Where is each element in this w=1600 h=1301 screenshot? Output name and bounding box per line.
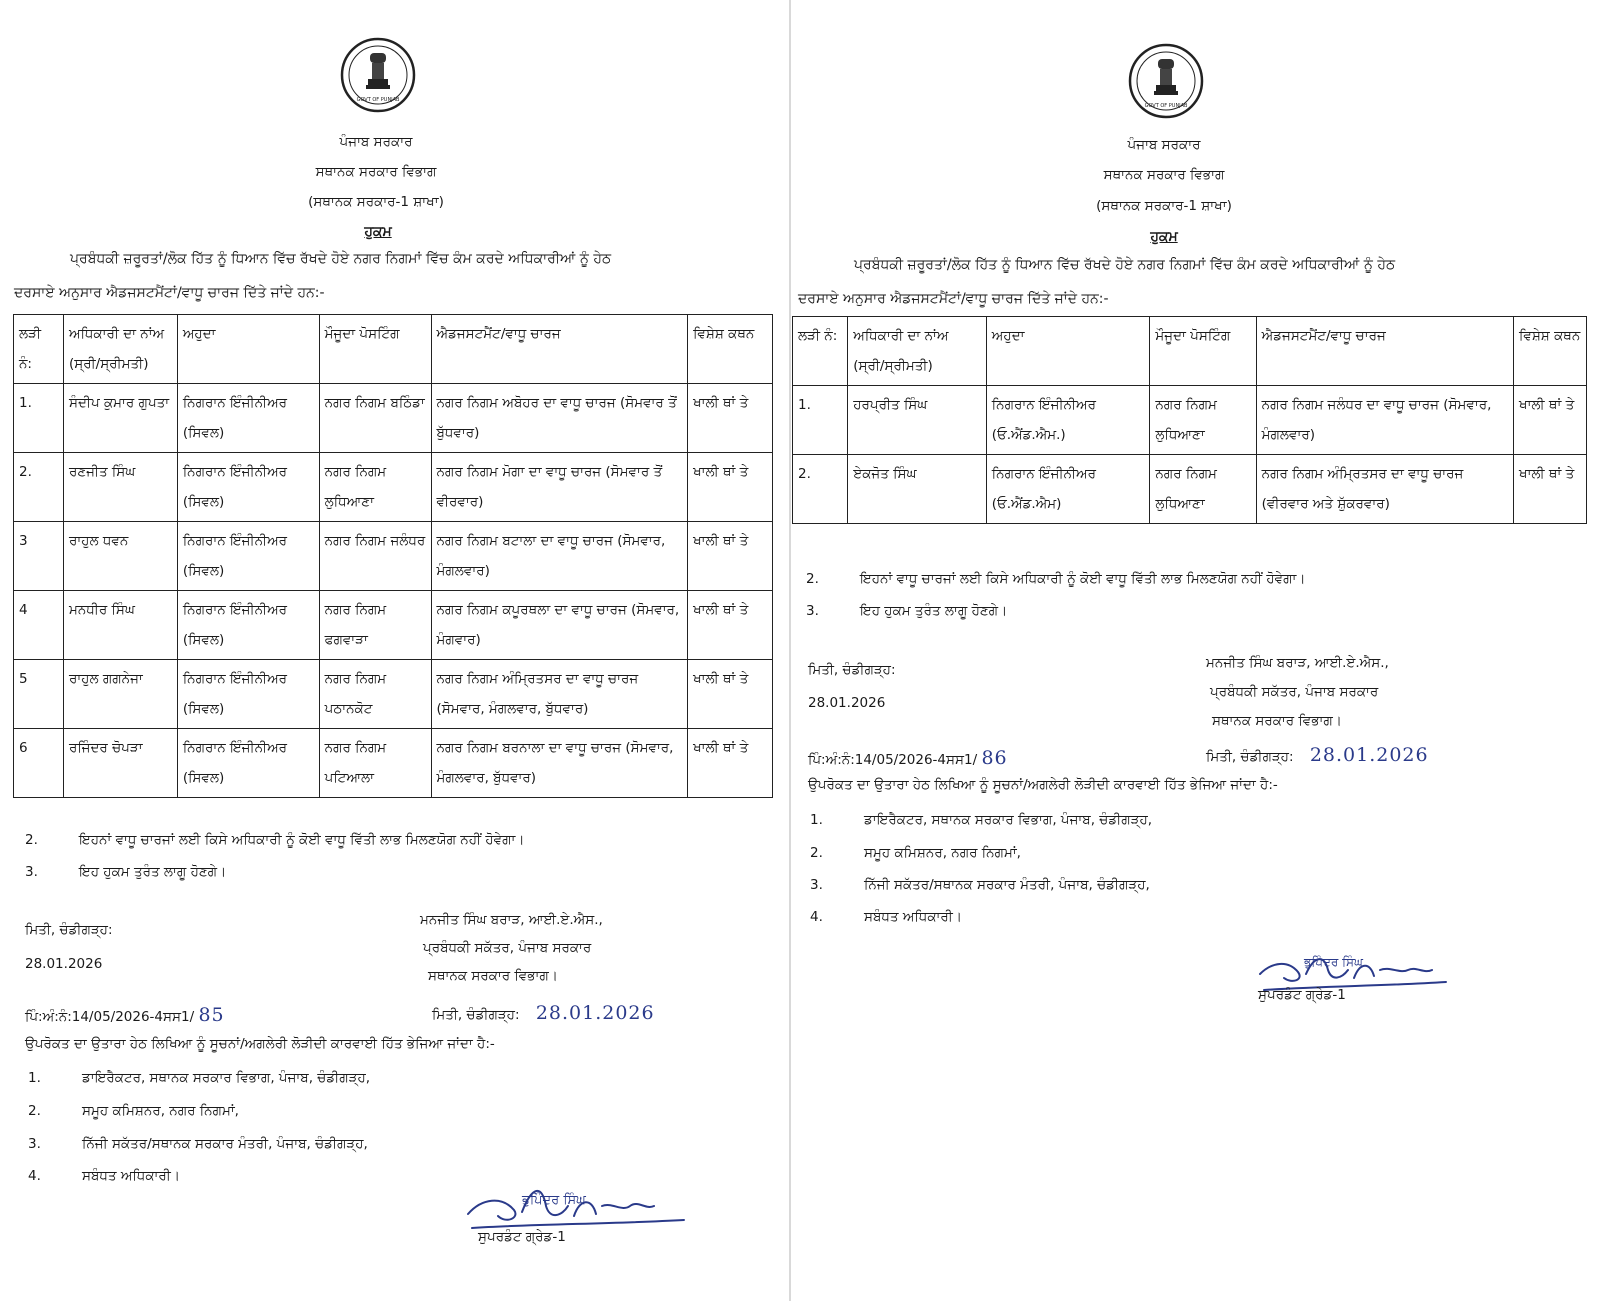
header-current-posting: ਮੌਜੂਦਾ ਪੋਸਟਿੰਗ <box>1150 317 1256 386</box>
item-text: ਸਬੰਧਤ ਅਧਿਕਾਰੀ। <box>82 1168 180 1184</box>
note-number: 3. <box>25 864 38 880</box>
table-row <box>14 729 773 798</box>
cell-current-posting: ਨਗਰ ਨਿਗਮ ਪਠਾਨਕੋਟ <box>319 660 431 729</box>
signer-designation: ਸੁਪਰਡੰਟ ਗ੍ਰੇਡ-1 <box>1258 987 1346 1003</box>
ref-number-handwritten: 86 <box>981 747 1008 769</box>
cell-serial: 5 <box>14 660 64 729</box>
department-name: ਸਥਾਨਕ ਸਰਕਾਰ ਵਿਭਾਗ <box>315 164 437 180</box>
note-no-benefit <box>806 571 1305 587</box>
cell-additional-charge: ਨਗਰ ਨਿਗਮ ਬਰਨਾਲਾ ਦਾ ਵਾਧੂ ਚਾਰਜ (ਸੋਮਵਾਰ, ਮੰਗਲਵਾਰ, ਬੁੱਧਵਾਰ) <box>431 729 688 798</box>
table-row <box>14 660 773 729</box>
cell-designation: ਨਿਗਰਾਨ ਇੰਜੀਨੀਅਰ (ਸਿਵਲ) <box>177 522 319 591</box>
cell-designation: ਨਿਗਰਾਨ ਇੰਜੀਨੀਅਰ (ਓ.ਐਂਡ.ਐਮ.) <box>986 386 1150 455</box>
cell-designation: ਨਿਗਰਾਨ ਇੰਜੀਨੀਅਰ (ਓ.ਐਂਡ.ਐਮ) <box>986 455 1150 524</box>
date-place: ਮਿਤੀ, ਚੰਡੀਗੜ੍ਹ: <box>808 662 896 678</box>
cell-serial: 1. <box>14 384 64 453</box>
cell-current-posting: ਨਗਰ ਨਿਗਮ ਪਟਿਆਲਾ <box>319 729 431 798</box>
cell-designation: ਨਿਗਰਾਨ ਇੰਜੀਨੀਅਰ (ਸਿਵਲ) <box>177 591 319 660</box>
header-remarks: ਵਿਸ਼ੇਸ਼ ਕਥਨ <box>1514 317 1587 386</box>
copy-recipient-item <box>28 1103 239 1119</box>
table-row <box>793 455 1587 524</box>
handwritten-date: 28.01.2026 <box>535 1002 655 1024</box>
item-number: 4. <box>28 1168 41 1184</box>
cell-serial: 2. <box>14 453 64 522</box>
cell-remarks: ਖਾਲੀ ਥਾਂ ਤੇ <box>688 729 773 798</box>
department-name: ਸਥਾਨਕ ਸਰਕਾਰ ਵਿਭਾਗ <box>1103 167 1225 183</box>
govt-name: ਪੰਜਾਬ ਸਰਕਾਰ <box>339 134 413 150</box>
header-serial: ਲੜੀ ਨੰ: <box>14 315 64 384</box>
item-text: ਸਮੂਹ ਕਮਿਸ਼ਨਰ, ਨਗਰ ਨਿਗਮਾਂ, <box>864 845 1021 861</box>
date-place-label: ਮਿਤੀ, ਚੰਡੀਗੜ੍ਹ: <box>432 1007 520 1023</box>
note-text: ਇਹ ਹੁਕਮ ਤੁਰੰਤ ਲਾਗੂ ਹੋਣਗੇ। <box>79 864 227 880</box>
cell-additional-charge: ਨਗਰ ਨਿਗਮ ਅੰਮ੍ਰਿਤਸਰ ਦਾ ਵਾਧੂ ਚਾਰਜ (ਸੋਮਵਾਰ, ਮੰਗਲਵਾਰ, ਬੁੱਧਵਾਰ) <box>431 660 688 729</box>
endorsement-intro: ਉਪਰੋਕਤ ਦਾ ਉਤਾਰਾ ਹੇਠ ਲਿਖਿਆ ਨੂੰ ਸੂਚਨਾਂ/ਅਗਲੇਰੀ ਲੋੜੀਦੀ ਕਾਰਵਾਈ ਹਿੱਤ ਭੇਜਿਆ ਜਾਂਦਾ ਹੈ:- <box>808 777 1278 793</box>
endorsement-ref <box>25 1004 225 1026</box>
emblem-text: GOVT OF PUNJAB <box>1144 103 1188 109</box>
intro-paragraph <box>14 242 779 310</box>
cell-current-posting: ਨਗਰ ਨਿਗਮ ਲੁਧਿਆਣਾ <box>1150 455 1256 524</box>
cell-current-posting: ਨਗਰ ਨਿਗਮ ਫਗਵਾੜਾ <box>319 591 431 660</box>
intro-line-2: ਦਰਸਾਏ ਅਨੁਸਾਰ ਐਡਜਸਟਮੈਂਟਾਂ/ਵਾਧੂ ਚਾਰਜ ਦਿੱਤੇ ਜਾਂਦੇ ਹਨ:- <box>798 291 1109 307</box>
cell-additional-charge: ਨਗਰ ਨਿਗਮ ਅੰਮ੍ਰਿਤਸਰ ਦਾ ਵਾਧੂ ਚਾਰਜ (ਵੀਰਵਾਰ ਅਤੇ ਸ਼ੁੱਕਰਵਾਰ) <box>1256 455 1513 524</box>
cell-designation: ਨਿਗਰਾਨ ਇੰਜੀਨੀਅਰ (ਸਿਵਲ) <box>177 729 319 798</box>
table-row <box>793 386 1587 455</box>
note-text: ਇਹਨਾਂ ਵਾਧੂ ਚਾਰਜਾਂ ਲਈ ਕਿਸੇ ਅਧਿਕਾਰੀ ਨੂੰ ਕੋਈ ਵਾਧੂ ਵਿੱਤੀ ਲਾਭ ਮਿਲਣਯੋਗ ਨਹੀਂ ਹੋਵੇਗਾ। <box>79 832 525 848</box>
date-place: ਮਿਤੀ, ਚੰਡੀਗੜ੍ਹ: <box>25 922 113 938</box>
handwritten-date: 28.01.2026 <box>1309 744 1429 766</box>
item-number: 3. <box>28 1136 41 1152</box>
signer-designation: ਸੁਪਰਡੰਟ ਗ੍ਰੇਡ-1 <box>478 1229 566 1245</box>
note-number: 3. <box>806 603 819 619</box>
ref-prefix: ਪਿੰ:ਅੰ:ਨੰ:14/05/2026-4ਸਸ1/ <box>25 1009 195 1025</box>
cell-remarks: ਖਾਲੀ ਥਾਂ ਤੇ <box>688 660 773 729</box>
header-officer-name: ਅਧਿਕਾਰੀ ਦਾ ਨਾਂਅ (ਸ੍ਰੀ/ਸ੍ਰੀਮਤੀ) <box>848 317 987 386</box>
endorsement-date <box>1206 744 1429 766</box>
signature-text: ਭੁਪਿੰਦਰ ਸਿੰਘ <box>522 1193 586 1208</box>
cell-officer-name: ਰਾਹੁਲ ਧਵਨ <box>63 522 177 591</box>
cell-designation: ਨਿਗਰਾਨ ਇੰਜੀਨੀਅਰ (ਸਿਵਲ) <box>177 384 319 453</box>
item-text: ਡਾਇਰੈਕਟਰ, ਸਥਾਨਕ ਸਰਕਾਰ ਵਿਭਾਗ, ਪੰਜਾਬ, ਚੰਡੀਗੜ੍ਹ, <box>864 812 1153 828</box>
adjustment-table <box>13 314 773 798</box>
item-number: 1. <box>28 1070 41 1086</box>
order-title: ਹੁਕਮ <box>1150 229 1178 245</box>
intro-line-2: ਦਰਸਾਏ ਅਨੁਸਾਰ ਐਡਜਸਟਮੈਂਟਾਂ/ਵਾਧੂ ਚਾਰਜ ਦਿੱਤੇ ਜਾਂਦੇ ਹਨ:- <box>14 285 325 301</box>
order-date: 28.01.2026 <box>25 956 103 972</box>
cell-designation: ਨਿਗਰਾਨ ਇੰਜੀਨੀਅਰ (ਸਿਵਲ) <box>177 453 319 522</box>
signatory-name: ਮਨਜੀਤ ਸਿੰਘ ਬਰਾੜ, ਆਈ.ਏ.ਐਸ., <box>420 912 603 928</box>
signatory-designation: ਪ੍ਰਬੰਧਕੀ ਸਕੱਤਰ, ਪੰਜਾਬ ਸਰਕਾਰ <box>1210 684 1379 700</box>
intro-line-1: ਪ੍ਰਬੰਧਕੀ ਜ਼ਰੂਰਤਾਂ/ਲੋਕ ਹਿੱਤ ਨੂੰ ਧਿਆਨ ਵਿੱਚ ਰੱਖਦੇ ਹੋਏ ਨਗਰ ਨਿਗਮਾਂ ਵਿੱਚ ਕੰਮ ਕਰਦੇ ਅਧਿਕਾਰੀਆਂ ਨੂੰ ਹੇਠ <box>854 257 1396 273</box>
order-page-86 <box>792 0 1600 1301</box>
cell-additional-charge: ਨਗਰ ਨਿਗਮ ਮੋਗਾ ਦਾ ਵਾਧੂ ਚਾਰਜ (ਸੋਮਵਾਰ ਤੋਂ ਵੀਰਵਾਰ) <box>431 453 688 522</box>
govt-name: ਪੰਜਾਬ ਸਰਕਾਰ <box>1127 137 1201 153</box>
intro-paragraph <box>798 248 1588 316</box>
header-designation: ਅਹੁਦਾ <box>177 315 319 384</box>
cell-remarks: ਖਾਲੀ ਥਾਂ ਤੇ <box>688 522 773 591</box>
cell-serial: 4 <box>14 591 64 660</box>
order-title: ਹੁਕਮ <box>364 224 392 240</box>
cell-officer-name: ਮਨਧੀਰ ਸਿੰਘ <box>63 591 177 660</box>
note-number: 2. <box>806 571 819 587</box>
header-serial: ਲੜੀ ਨੰ: <box>793 317 848 386</box>
cell-serial: 2. <box>793 455 848 524</box>
copy-recipient-item <box>28 1168 180 1184</box>
copy-recipient-item <box>810 845 1021 861</box>
cell-current-posting: ਨਗਰ ਨਿਗਮ ਲੁਧਿਆਣਾ <box>1150 386 1256 455</box>
adjustment-table <box>792 316 1587 524</box>
table-row <box>14 453 773 522</box>
cell-serial: 6 <box>14 729 64 798</box>
cell-serial: 3 <box>14 522 64 591</box>
cell-officer-name: ਰਜਿੰਦਰ ਚੋਪੜਾ <box>63 729 177 798</box>
cell-officer-name: ਰਾਹੁਲ ਗਗਨੇਜਾ <box>63 660 177 729</box>
cell-additional-charge: ਨਗਰ ਨਿਗਮ ਕਪੂਰਥਲਾ ਦਾ ਵਾਧੂ ਚਾਰਜ (ਸੋਮਵਾਰ, ਮੰਗਵਾਰ) <box>431 591 688 660</box>
item-text: ਸਬੰਧਤ ਅਧਿਕਾਰੀ। <box>864 909 962 925</box>
date-place-label: ਮਿਤੀ, ਚੰਡੀਗੜ੍ਹ: <box>1206 749 1294 765</box>
note-no-benefit <box>25 832 524 848</box>
copy-recipient-item <box>28 1136 368 1152</box>
table-header-row <box>793 317 1587 386</box>
cell-additional-charge: ਨਗਰ ਨਿਗਮ ਅਬੋਹਰ ਦਾ ਵਾਧੂ ਚਾਰਜ (ਸੋਮਵਾਰ ਤੋਂ ਬੁੱਧਵਾਰ) <box>431 384 688 453</box>
table-row <box>14 522 773 591</box>
branch-name: (ਸਥਾਨਕ ਸਰਕਾਰ-1 ਸ਼ਾਖਾ) <box>308 194 444 210</box>
cell-serial: 1. <box>793 386 848 455</box>
note-immediate-effect <box>25 864 226 880</box>
cell-officer-name: ਸੰਦੀਪ ਕੁਮਾਰ ਗੁਪਤਾ <box>63 384 177 453</box>
header-additional-charge: ਐਡਜਸਟਮੈਂਟ/ਵਾਧੂ ਚਾਰਜ <box>431 315 688 384</box>
cell-current-posting: ਨਗਰ ਨਿਗਮ ਲੁਧਿਆਣਾ <box>319 453 431 522</box>
punjab-govt-emblem-icon <box>338 33 418 121</box>
copy-recipient-item <box>810 909 962 925</box>
cell-current-posting: ਨਗਰ ਨਿਗਮ ਬਠਿੰਡਾ <box>319 384 431 453</box>
cell-officer-name: ਹਰਪ੍ਰੀਤ ਸਿੰਘ <box>848 386 987 455</box>
cell-remarks: ਖਾਲੀ ਥਾਂ ਤੇ <box>688 384 773 453</box>
cell-remarks: ਖਾਲੀ ਥਾਂ ਤੇ <box>1514 455 1587 524</box>
cell-additional-charge: ਨਗਰ ਨਿਗਮ ਬਟਾਲਾ ਦਾ ਵਾਧੂ ਚਾਰਜ (ਸੋਮਵਾਰ, ਮੰਗਲਵਾਰ) <box>431 522 688 591</box>
page-divider <box>789 0 791 1301</box>
note-number: 2. <box>25 832 38 848</box>
copy-recipient-item <box>810 877 1150 893</box>
cell-officer-name: ਏਕਜੋਤ ਸਿੰਘ <box>848 455 987 524</box>
intro-line-1: ਪ੍ਰਬੰਧਕੀ ਜ਼ਰੂਰਤਾਂ/ਲੋਕ ਹਿੱਤ ਨੂੰ ਧਿਆਨ ਵਿੱਚ ਰੱਖਦੇ ਹੋਏ ਨਗਰ ਨਿਗਮਾਂ ਵਿੱਚ ਕੰਮ ਕਰਦੇ ਅਧਿਕਾਰੀਆਂ ਨੂੰ ਹੇਠ <box>70 251 612 267</box>
cell-current-posting: ਨਗਰ ਨਿਗਮ ਜਲੰਧਰ <box>319 522 431 591</box>
header-officer-name: ਅਧਿਕਾਰੀ ਦਾ ਨਾਂਅ (ਸ੍ਰੀ/ਸ੍ਰੀਮਤੀ) <box>63 315 177 384</box>
order-page-85 <box>0 0 790 1301</box>
note-immediate-effect <box>806 603 1007 619</box>
table-header-row <box>14 315 773 384</box>
note-text: ਇਹਨਾਂ ਵਾਧੂ ਚਾਰਜਾਂ ਲਈ ਕਿਸੇ ਅਧਿਕਾਰੀ ਨੂੰ ਕੋਈ ਵਾਧੂ ਵਿੱਤੀ ਲਾਭ ਮਿਲਣਯੋਗ ਨਹੀਂ ਹੋਵੇਗਾ। <box>860 571 1306 587</box>
ref-number-handwritten: 85 <box>198 1004 225 1026</box>
item-number: 3. <box>810 877 823 893</box>
cell-officer-name: ਰਣਜੀਤ ਸਿੰਘ <box>63 453 177 522</box>
item-text: ਨਿੱਜੀ ਸਕੱਤਰ/ਸਥਾਨਕ ਸਰਕਾਰ ਮੰਤਰੀ, ਪੰਜਾਬ, ਚੰਡੀਗੜ੍ਹ, <box>82 1136 368 1152</box>
punjab-govt-emblem-icon <box>1126 39 1206 127</box>
item-text: ਸਮੂਹ ਕਮਿਸ਼ਨਰ, ਨਗਰ ਨਿਗਮਾਂ, <box>82 1103 239 1119</box>
table-row <box>14 591 773 660</box>
cell-additional-charge: ਨਗਰ ਨਿਗਮ ਜਲੰਧਰ ਦਾ ਵਾਧੂ ਚਾਰਜ (ਸੋਮਵਾਰ, ਮੰਗਲਵਾਰ) <box>1256 386 1513 455</box>
signature-text: ਭੁਪਿੰਦਰ ਸਿੰਘ <box>1304 955 1363 969</box>
endorsement-ref <box>808 747 1008 769</box>
header-current-posting: ਮੌਜੂਦਾ ਪੋਸਟਿੰਗ <box>319 315 431 384</box>
signatory-department: ਸਥਾਨਕ ਸਰਕਾਰ ਵਿਭਾਗ। <box>428 968 558 984</box>
cell-remarks: ਖਾਲੀ ਥਾਂ ਤੇ <box>1514 386 1587 455</box>
item-number: 4. <box>810 909 823 925</box>
order-date: 28.01.2026 <box>808 695 886 711</box>
header-remarks: ਵਿਸ਼ੇਸ਼ ਕਥਨ <box>688 315 773 384</box>
cell-remarks: ਖਾਲੀ ਥਾਂ ਤੇ <box>688 453 773 522</box>
item-text: ਡਾਇਰੈਕਟਰ, ਸਥਾਨਕ ਸਰਕਾਰ ਵਿਭਾਗ, ਪੰਜਾਬ, ਚੰਡੀਗੜ੍ਹ, <box>82 1070 371 1086</box>
emblem-text: GOVT OF PUNJAB <box>356 97 400 103</box>
signatory-department: ਸਥਾਨਕ ਸਰਕਾਰ ਵਿਭਾਗ। <box>1212 713 1342 729</box>
signatory-name: ਮਨਜੀਤ ਸਿੰਘ ਬਰਾੜ, ਆਈ.ਏ.ਐਸ., <box>1206 655 1389 671</box>
ref-prefix: ਪਿੰ:ਅੰ:ਨੰ:14/05/2026-4ਸਸ1/ <box>808 752 978 768</box>
note-text: ਇਹ ਹੁਕਮ ਤੁਰੰਤ ਲਾਗੂ ਹੋਣਗੇ। <box>860 603 1008 619</box>
item-number: 2. <box>28 1103 41 1119</box>
item-text: ਨਿੱਜੀ ਸਕੱਤਰ/ਸਥਾਨਕ ਸਰਕਾਰ ਮੰਤਰੀ, ਪੰਜਾਬ, ਚੰਡੀਗੜ੍ਹ, <box>864 877 1150 893</box>
copy-recipient-item <box>28 1070 370 1086</box>
table-row <box>14 384 773 453</box>
item-number: 1. <box>810 812 823 828</box>
item-number: 2. <box>810 845 823 861</box>
branch-name: (ਸਥਾਨਕ ਸਰਕਾਰ-1 ਸ਼ਾਖਾ) <box>1096 198 1232 214</box>
header-additional-charge: ਐਡਜਸਟਮੈਂਟ/ਵਾਧੂ ਚਾਰਜ <box>1256 317 1513 386</box>
endorsement-intro: ਉਪਰੋਕਤ ਦਾ ਉਤਾਰਾ ਹੇਠ ਲਿਖਿਆ ਨੂੰ ਸੂਚਨਾਂ/ਅਗਲੇਰੀ ਲੋੜੀਦੀ ਕਾਰਵਾਈ ਹਿੱਤ ਭੇਜਿਆ ਜਾਂਦਾ ਹੈ:- <box>25 1036 495 1052</box>
signatory-designation: ਪ੍ਰਬੰਧਕੀ ਸਕੱਤਰ, ਪੰਜਾਬ ਸਰਕਾਰ <box>423 940 592 956</box>
cell-designation: ਨਿਗਰਾਨ ਇੰਜੀਨੀਅਰ (ਸਿਵਲ) <box>177 660 319 729</box>
cell-remarks: ਖਾਲੀ ਥਾਂ ਤੇ <box>688 591 773 660</box>
endorsement-date <box>432 1002 655 1024</box>
copy-recipient-item <box>810 812 1152 828</box>
header-designation: ਅਹੁਦਾ <box>986 317 1150 386</box>
